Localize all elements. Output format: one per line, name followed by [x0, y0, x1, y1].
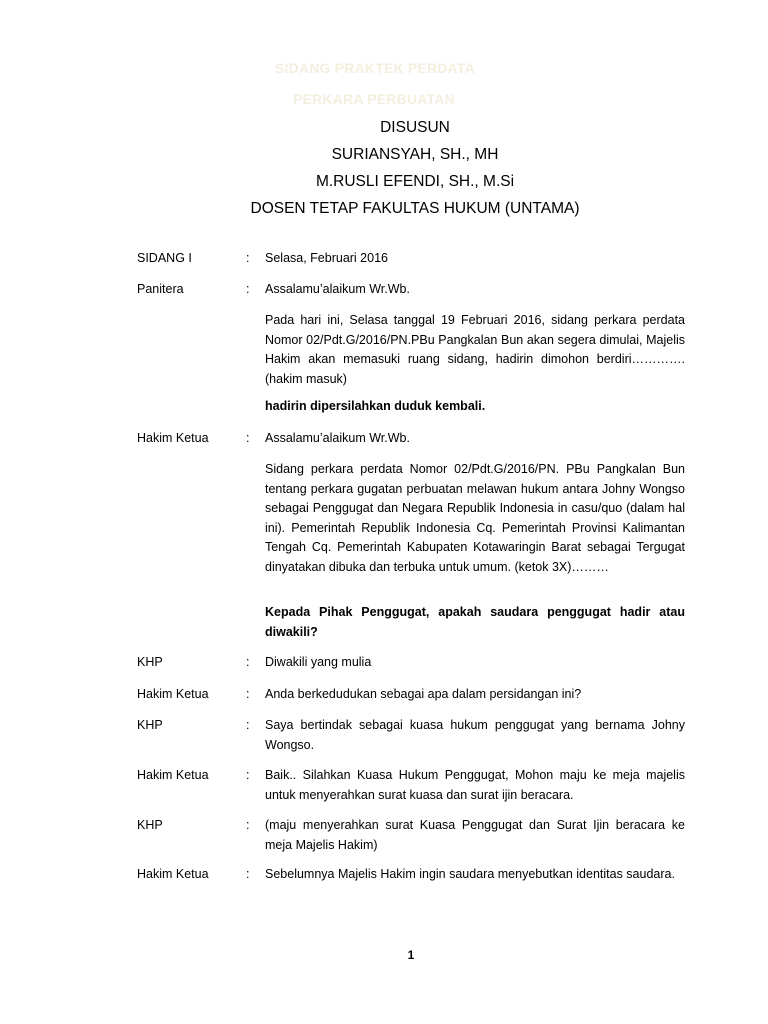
dialogue-text: Baik.. Silahkan Kuasa Hukum Penggugat, Mohon maju ke meja majelis untuk menyerahkan surat kuasa dan surat ijin beracara.: [265, 768, 685, 802]
speaker-label: KHP: [137, 655, 163, 669]
colon-separator: :: [246, 818, 250, 832]
colon-separator: :: [246, 282, 250, 296]
colon-separator: :: [246, 655, 250, 669]
watermark-line-2: PERKARA PERBUATAN: [293, 91, 455, 107]
speaker-label: Hakim Ketua: [137, 431, 209, 445]
watermark-line-1: SIDANG PRAKTEK PERDATA: [275, 60, 475, 76]
dialogue-text: Anda berkedudukan sebagai apa dalam persidangan ini?: [265, 687, 582, 701]
dialogue-text: Saya bertindak sebagai kuasa hukum penggugat yang bernama Johny Wongso.: [265, 718, 685, 752]
dialogue-text: Assalamu’alaikum Wr.Wb.: [265, 282, 410, 296]
speaker-label: Panitera: [137, 282, 184, 296]
speaker-label: Hakim Ketua: [137, 768, 209, 782]
colon-separator: :: [246, 431, 250, 445]
speaker-label: Hakim Ketua: [137, 687, 209, 701]
hakim-opening-statement: Sidang perkara perdata Nomor 02/Pdt.G/2016/PN. PBu Pangkalan Bun tentang perkara gugatan perbuatan melawan hukum antara Johny Wongso sebagai Penggugat dan Negara Republik Indonesia in casu/quo (dalam hal ini). Pemerintah Republik Indonesia Cq. Pemerintah Provinsi Kalimantan Tengah Cq. Pemerintah Kabupaten Kotawaringin Barat sebagai Tergugat dinyatakan dibuka dan terbuka untuk umum. (ketok 3X)………: [265, 462, 685, 574]
colon-separator: :: [246, 251, 250, 265]
colon-separator: :: [246, 687, 250, 701]
hakim-question: Kepada Pihak Penggugat, apakah saudara penggugat hadir atau diwakili?: [265, 605, 685, 639]
dialogue-text: Selasa, Februari 2016: [265, 251, 388, 265]
dialogue-text: (maju menyerahkan surat Kuasa Penggugat dan Surat Ijin beracara ke meja Majelis Hakim): [265, 818, 685, 852]
colon-separator: :: [246, 718, 250, 732]
header-disusun: DISUSUN: [380, 119, 450, 136]
panitera-seated-instruction: hadirin dipersilahkan duduk kembali.: [265, 399, 486, 413]
page-number: 1: [407, 948, 415, 962]
dialogue-text: Sebelumnya Majelis Hakim ingin saudara menyebutkan identitas saudara.: [265, 867, 675, 881]
dialogue-text: Assalamu’alaikum Wr.Wb.: [265, 431, 410, 445]
colon-separator: :: [246, 867, 250, 881]
speaker-label: Hakim Ketua: [137, 867, 209, 881]
header-author-2: M.RUSLI EFENDI, SH., M.Si: [315, 173, 515, 190]
speaker-label: KHP: [137, 718, 163, 732]
panitera-announcement: Pada hari ini, Selasa tanggal 19 Februari 2016, sidang perkara perdata Nomor 02/Pdt.G/2016/PN.PBu Pangkalan Bun akan segera dimulai, Majelis Hakim akan memasuki ruang sidang, hadirin dimohon berdiri…………. (hakim masuk): [265, 313, 685, 386]
speaker-label: KHP: [137, 818, 163, 832]
speaker-label: SIDANG I: [137, 251, 192, 265]
header-affiliation: DOSEN TETAP FAKULTAS HUKUM (UNTAMA): [250, 200, 580, 217]
colon-separator: :: [246, 768, 250, 782]
dialogue-text: Diwakili yang mulia: [265, 655, 372, 669]
header-author-1: SURIANSYAH, SH., MH: [331, 146, 499, 163]
